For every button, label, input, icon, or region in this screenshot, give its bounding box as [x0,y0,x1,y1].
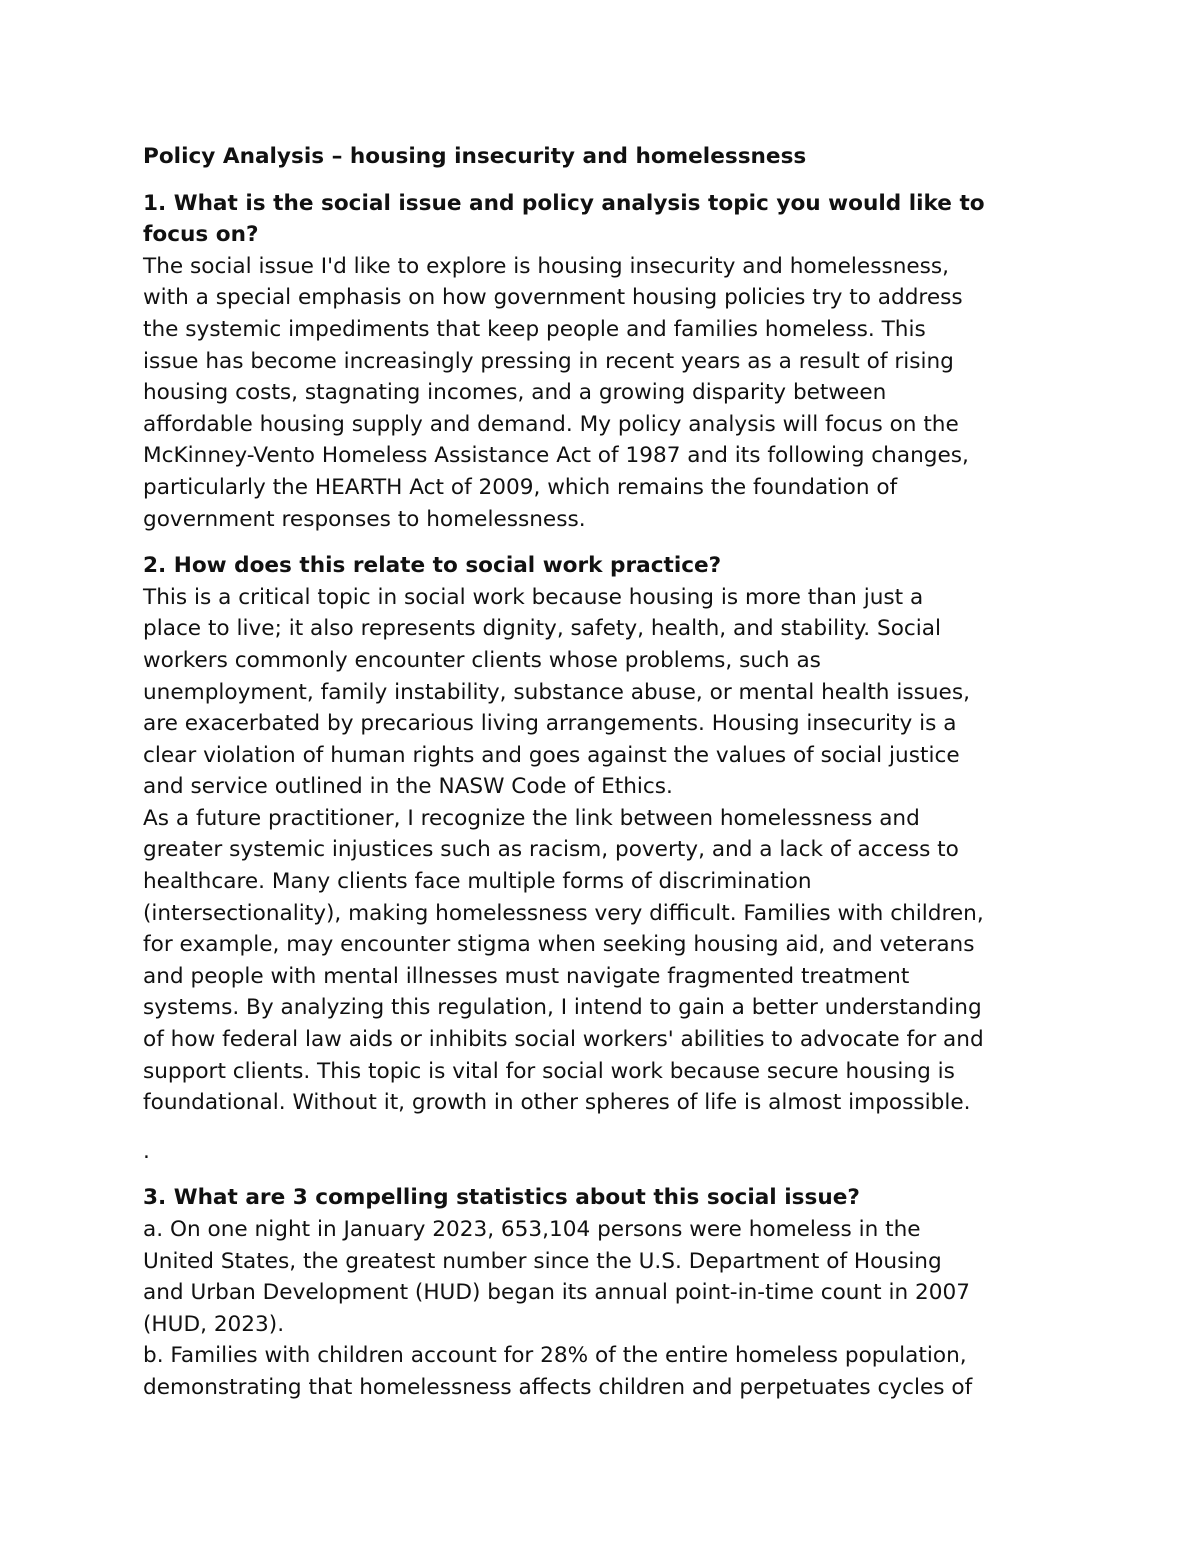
paragraph-line: The social issue I'd like to explore is housing insecurity and homelessness, [143,253,950,279]
paragraph-line: and service outlined in the NASW Code of Ethics. [143,774,673,800]
section-heading: 1. What is the social issue and policy analysis topic you would like to [143,190,985,216]
paragraph-line: particularly the HEARTH Act of 2009, which remains the foundation of [143,474,898,500]
paragraph-line: place to live; it also represents dignity, safety, health, and stability. Social [143,616,942,642]
paragraph-line: greater systemic injustices such as racism, poverty, and a lack of access to [143,837,959,863]
document-page [143,141,1143,1404]
paragraph-line: clear violation of human rights and goes against the values of social justice [143,742,960,768]
paragraph-line: for example, may encounter stigma when seeking housing aid, and veterans [143,932,975,958]
paragraph-line: with a special emphasis on how government housing policies try to address [143,285,963,311]
paragraph-line: and people with mental illnesses must navigate fragmented treatment [143,963,910,989]
paragraph-line: issue has become increasingly pressing in recent years as a result of rising [143,348,954,374]
paragraph [143,803,1143,1119]
paragraph-line: McKinney-Vento Homeless Assistance Act of 1987 and its following changes, [143,443,969,469]
paragraph [143,1214,1143,1340]
paragraph [143,251,1143,535]
paragraph-line: housing costs, stagnating incomes, and a growing disparity between [143,380,887,406]
document-title: Policy Analysis – housing insecurity and homelessness [143,144,807,169]
paragraph-line: are exacerbated by precarious living arrangements. Housing insecurity is a [143,711,957,737]
paragraph-line: of how federal law aids or inhibits social workers' abilities to advocate for and [143,1027,984,1053]
paragraph [143,1340,1143,1403]
paragraph-line: As a future practitioner, I recognize the link between homelessness and [143,805,920,831]
section-heading: 3. What are 3 compelling statistics about this social issue? [143,1185,860,1211]
document-body [143,173,1143,1404]
stray-period: . [143,1138,150,1164]
section-1 [143,188,1143,536]
paragraph-line: government responses to homelessness. [143,506,586,532]
paragraph-line: and Urban Development (HUD) began its annual point-in-time count in 2007 [143,1280,971,1306]
paragraph-line: a. On one night in January 2023, 653,104 persons were homeless in the [143,1217,921,1242]
paragraph-line: demonstrating that homelessness affects children and perpetuates cycles of [143,1374,973,1400]
paragraph-line: This is a critical topic in social work because housing is more than just a [143,584,924,610]
section-spacer [143,173,1143,188]
section-spacer [143,535,1143,550]
paragraph-line: affordable housing supply and demand. My policy analysis will focus on the [143,411,959,437]
section-heading: focus on? [143,222,259,248]
section-3 [143,1182,1143,1403]
paragraph-line: systems. By analyzing this regulation, I intend to gain a better understanding [143,995,982,1021]
paragraph-line: b. Families with children account for 28% of the entire homeless population, [143,1343,967,1369]
paragraph-line: foundational. Without it, growth in other spheres of life is almost impossible. [143,1090,971,1116]
paragraph-spacer [143,1119,1143,1136]
paragraph-line: (HUD, 2023). [143,1311,285,1337]
paragraph-line: (intersectionality), making homelessness very difficult. Families with children, [143,900,984,926]
paragraph-line: United States, the greatest number since the U.S. Department of Housing [143,1248,942,1274]
paragraph-line: workers commonly encounter clients whose problems, such as [143,647,821,673]
paragraph-line: the systemic impediments that keep people and families homeless. This [143,316,926,342]
paragraph-line: support clients. This topic is vital for social work because secure housing is [143,1058,955,1084]
section-heading: 2. How does this relate to social work practice? [143,553,722,579]
section-2 [143,550,1143,1167]
section-spacer [143,1167,1143,1182]
paragraph-line: healthcare. Many clients face multiple forms of discrimination [143,869,812,895]
paragraph [143,582,1143,803]
paragraph-line: unemployment, family instability, substance abuse, or mental health issues, [143,679,970,705]
